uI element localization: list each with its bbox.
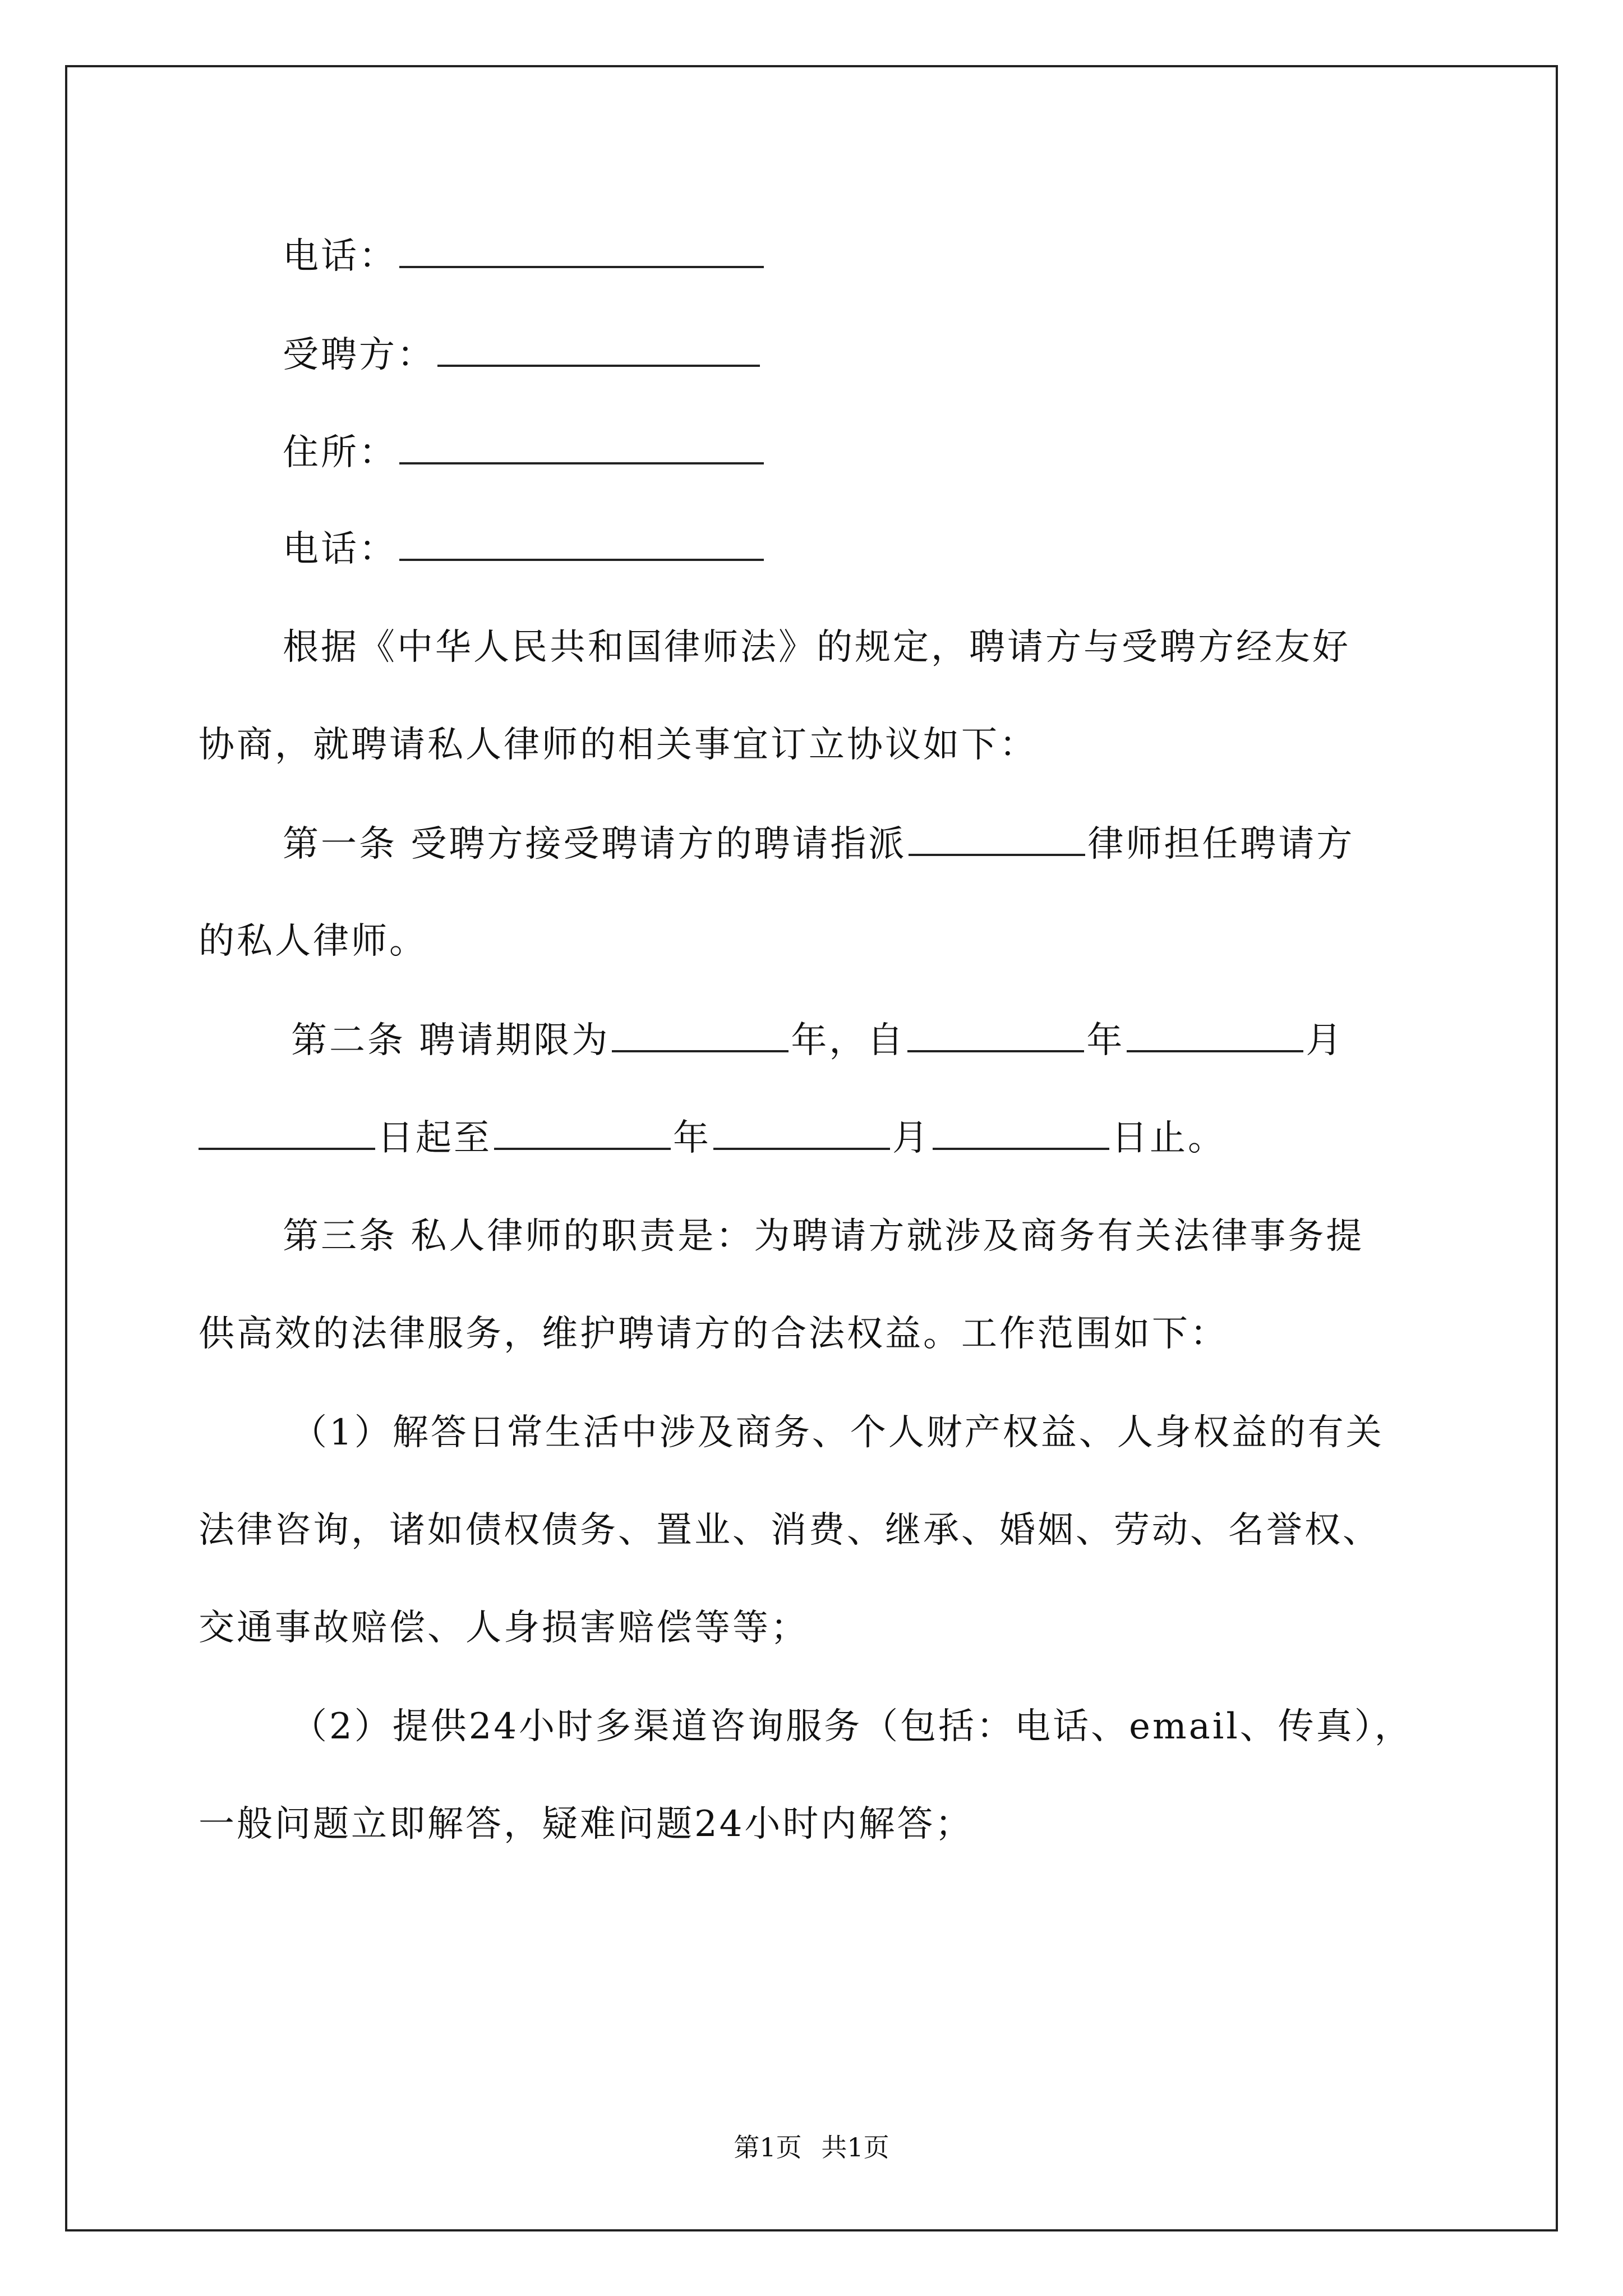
article-1-line-2: 的私人律师。	[199, 921, 427, 962]
fill-blank	[909, 821, 1085, 856]
article-2-line-2	[199, 1115, 1226, 1160]
field-label: 电话：	[283, 528, 397, 570]
article-2-text: 月	[892, 1117, 930, 1159]
article-1-text: 第一条 受聘方接受聘请方的聘请指派	[283, 823, 907, 865]
intro-paragraph-line-1: 根据《中华人民共和国律师法》的规定，聘请方与受聘方经友好	[283, 627, 1350, 668]
fill-blank	[437, 332, 760, 367]
intro-paragraph-line-2: 协商，就聘请私人律师的相关事宜订立协议如下：	[199, 724, 1038, 766]
item-2-line-1: （2）提供24小时多渠道咨询服务（包括：电话、email、传真），	[291, 1706, 1413, 1747]
article-2-text: 年，自	[791, 1020, 906, 1061]
article-2-text: 第二条 聘请期限为	[291, 1020, 610, 1061]
article-1-line-1	[283, 821, 1354, 866]
article-2-text: 年	[673, 1117, 711, 1159]
phone-field-2	[283, 526, 766, 571]
article-3-line-1: 第三条 私人律师的职责是：为聘请方就涉及商务有关法律事务提	[283, 1216, 1364, 1257]
fill-blank	[933, 1115, 1109, 1150]
fill-blank	[494, 1115, 671, 1150]
item-1-line-1: （1）解答日常生活中涉及商务、个人财产权益、人身权益的有关	[291, 1412, 1384, 1453]
page-footer	[0, 2132, 1623, 2163]
fill-blank	[907, 1018, 1084, 1052]
article-2-text: 月	[1306, 1020, 1344, 1061]
fill-blank	[713, 1115, 890, 1150]
field-label: 受聘方：	[283, 334, 435, 376]
article-2-text: 年	[1086, 1020, 1125, 1061]
field-label: 电话：	[283, 236, 397, 277]
fill-blank	[399, 233, 764, 268]
item-1-line-3: 交通事故赔偿、人身损害赔偿等等；	[199, 1607, 809, 1649]
page-total: 共1页	[821, 2132, 889, 2162]
employee-party-field	[283, 332, 762, 377]
fill-blank	[612, 1018, 789, 1052]
article-2-text: 日止。	[1112, 1117, 1226, 1159]
field-label: 住所：	[283, 432, 397, 473]
fill-blank	[399, 526, 764, 561]
fill-blank	[1127, 1018, 1303, 1052]
article-3-line-2: 供高效的法律服务，维护聘请方的合法权益。工作范围如下：	[199, 1313, 1228, 1355]
fill-blank	[199, 1115, 375, 1150]
item-1-line-2: 法律咨询，诸如债权债务、置业、消费、继承、婚姻、劳动、名誉权、	[199, 1510, 1381, 1551]
article-2-text: 日起至	[377, 1117, 492, 1159]
phone-field-1	[283, 233, 766, 278]
fill-blank	[399, 430, 764, 464]
article-1-text-2: 律师担任聘请方	[1087, 823, 1355, 865]
address-field	[283, 430, 766, 475]
page-number: 第1页	[734, 2132, 802, 2162]
item-2-line-2: 一般问题立即解答，疑难问题24小时内解答；	[199, 1803, 974, 1845]
article-2-line-1	[291, 1018, 1344, 1062]
